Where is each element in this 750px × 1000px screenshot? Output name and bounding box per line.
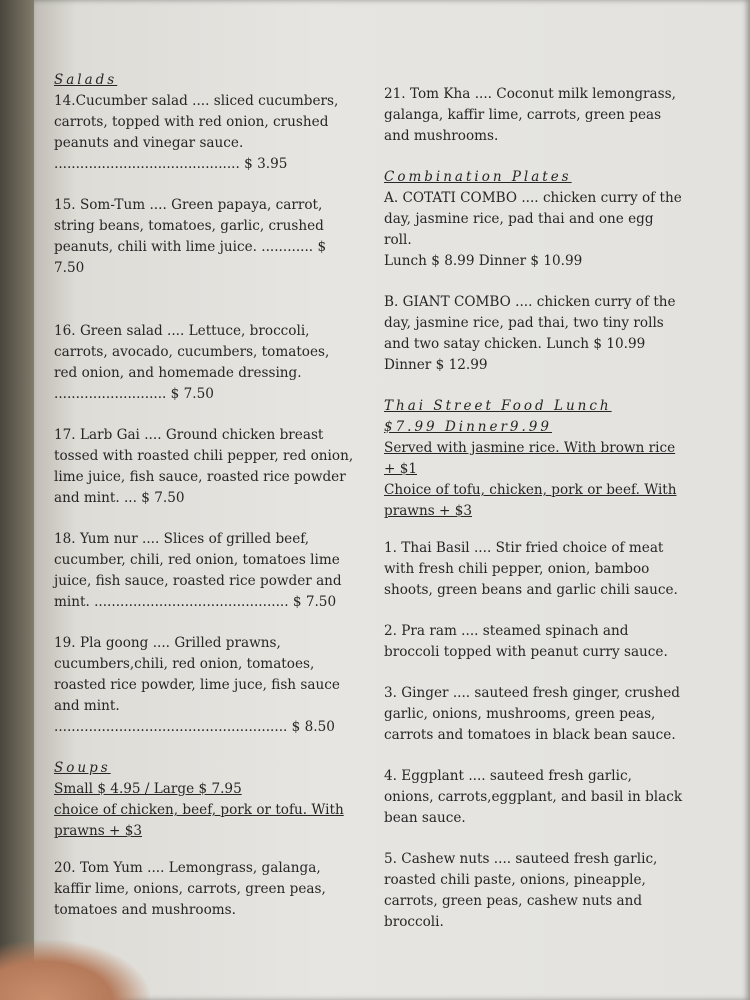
street-food-note-choice: Choice of tofu, chicken, pork or beef. With prawns + $3 xyxy=(384,482,677,519)
section-title-soups: Soups xyxy=(54,760,111,776)
item-name: 17. Larb Gai xyxy=(54,427,140,443)
menu-item-14 xyxy=(54,91,354,175)
item-desc: .... Slices of grilled beef, cucumber, chili, red onion, tomatoes lime juice, fish sauce, roasted rice powder and mint. ............................................. $ 7.50 xyxy=(54,531,342,610)
section-title-combination-plates: Combination Plates xyxy=(384,169,572,185)
street-item-3 xyxy=(384,683,684,746)
item-desc: .... sauteed fresh ginger, crushed garlic, onions, mushrooms, green peas, carrots and tomatoes in black bean sauce. xyxy=(384,685,681,743)
soups-price: Small $ 4.95 / Large $ 7.95 xyxy=(54,781,242,797)
menu-item-18 xyxy=(54,529,354,613)
item-name: 16. Green salad xyxy=(54,323,163,339)
menu-item-20 xyxy=(54,858,354,921)
item-name: 2. Pra ram xyxy=(384,623,457,639)
menu-item-21 xyxy=(384,84,684,147)
menu-item-17 xyxy=(54,425,354,509)
item-desc: .... sauteed fresh garlic, roasted chili paste, onions, pineapple, carrots, green peas, cashew nuts and broccoli. xyxy=(384,851,658,930)
menu-item-16 xyxy=(54,321,354,405)
item-price: ........................................... $ 3.95 xyxy=(54,156,288,172)
item-name: 20. Tom Yum xyxy=(54,860,143,876)
item-name: 19. Pla goong xyxy=(54,635,149,651)
menu-item-19 xyxy=(54,633,354,738)
section-title-salads: Salads xyxy=(54,72,118,88)
item-desc: .... chicken curry of the day, jasmine rice, pad thai and one egg roll. xyxy=(384,190,682,248)
thumb xyxy=(0,940,150,1000)
item-desc: .... Lettuce, broccoli, carrots, avocado, cucumbers, tomatoes, red onion, and homemade dressing. .......................... $ 7.50 xyxy=(54,323,330,402)
soups-choice: choice of chicken, beef, pork or tofu. With prawns + $3 xyxy=(54,802,344,839)
item-desc: .... Ground chicken breast tossed with roasted chili pepper, red onion, lime juice, fish sauce, roasted rice powder and mint. ... $ 7.50 xyxy=(54,427,354,506)
combo-a xyxy=(384,188,684,272)
item-name: 3. Ginger xyxy=(384,685,449,701)
menu-item-15 xyxy=(54,195,354,279)
item-name: 18. Yum nur xyxy=(54,531,138,547)
item-name: 1. Thai Basil xyxy=(384,540,470,556)
item-desc: .... steamed spinach and broccoli topped with peanut curry sauce. xyxy=(384,623,668,660)
item-desc: .... chicken curry of the day, jasmine rice, pad thai, two tiny rolls and two satay chicken. Lunch $ 10.99 Dinner $ 12.99 xyxy=(384,294,676,373)
item-desc: .... sliced cucumbers, carrots, topped with red onion, crushed peanuts and vinegar sauce. xyxy=(54,93,339,151)
item-name: B. GIANT COMBO xyxy=(384,294,511,310)
item-desc: .... Lemongrass, galanga, kaffir lime, onions, carrots, green peas, tomatoes and mushrooms. xyxy=(54,860,326,918)
item-price: Lunch $ 8.99 Dinner $ 10.99 xyxy=(384,253,583,269)
street-item-4 xyxy=(384,766,684,829)
item-name: 5. Cashew nuts xyxy=(384,851,490,867)
section-title-thai-street-food: Thai Street Food Lunch xyxy=(384,398,612,414)
item-desc: .... Green papaya, carrot, string beans, tomatoes, garlic, crushed peanuts, chili with lime juice. ............ $ 7.50 xyxy=(54,197,327,276)
left-column xyxy=(54,70,354,941)
street-item-5 xyxy=(384,849,684,933)
street-food-price: $7.99 Dinner9.99 xyxy=(384,419,552,435)
combo-b xyxy=(384,292,684,376)
item-desc: .... Stir fried choice of meat with fresh chili pepper, onion, bamboo shoots, green beans and garlic chili sauce. xyxy=(384,540,678,598)
street-item-1 xyxy=(384,538,684,601)
street-item-2 xyxy=(384,621,684,663)
item-name: 14.Cucumber salad xyxy=(54,93,188,109)
item-price: ...................................................... $ 8.50 xyxy=(54,719,335,735)
item-name: 15. Som-Tum xyxy=(54,197,146,213)
item-desc: .... sauteed fresh garlic, onions, carrots,eggplant, and basil in black bean sauce. xyxy=(384,768,683,826)
item-name: 4. Eggplant xyxy=(384,768,464,784)
item-name: A. COTATI COMBO xyxy=(384,190,518,206)
item-desc: .... Coconut milk lemongrass, galanga, kaffir lime, carrots, green peas and mushrooms. xyxy=(384,86,676,144)
street-food-note-rice: Served with jasmine rice. With brown rice + $1 xyxy=(384,440,676,477)
item-name: 21. Tom Kha xyxy=(384,86,471,102)
item-desc: .... Grilled prawns, cucumbers,chili, red onion, tomatoes, roasted rice powder, lime juce, fish sauce and mint. xyxy=(54,635,340,714)
right-column xyxy=(384,84,684,953)
